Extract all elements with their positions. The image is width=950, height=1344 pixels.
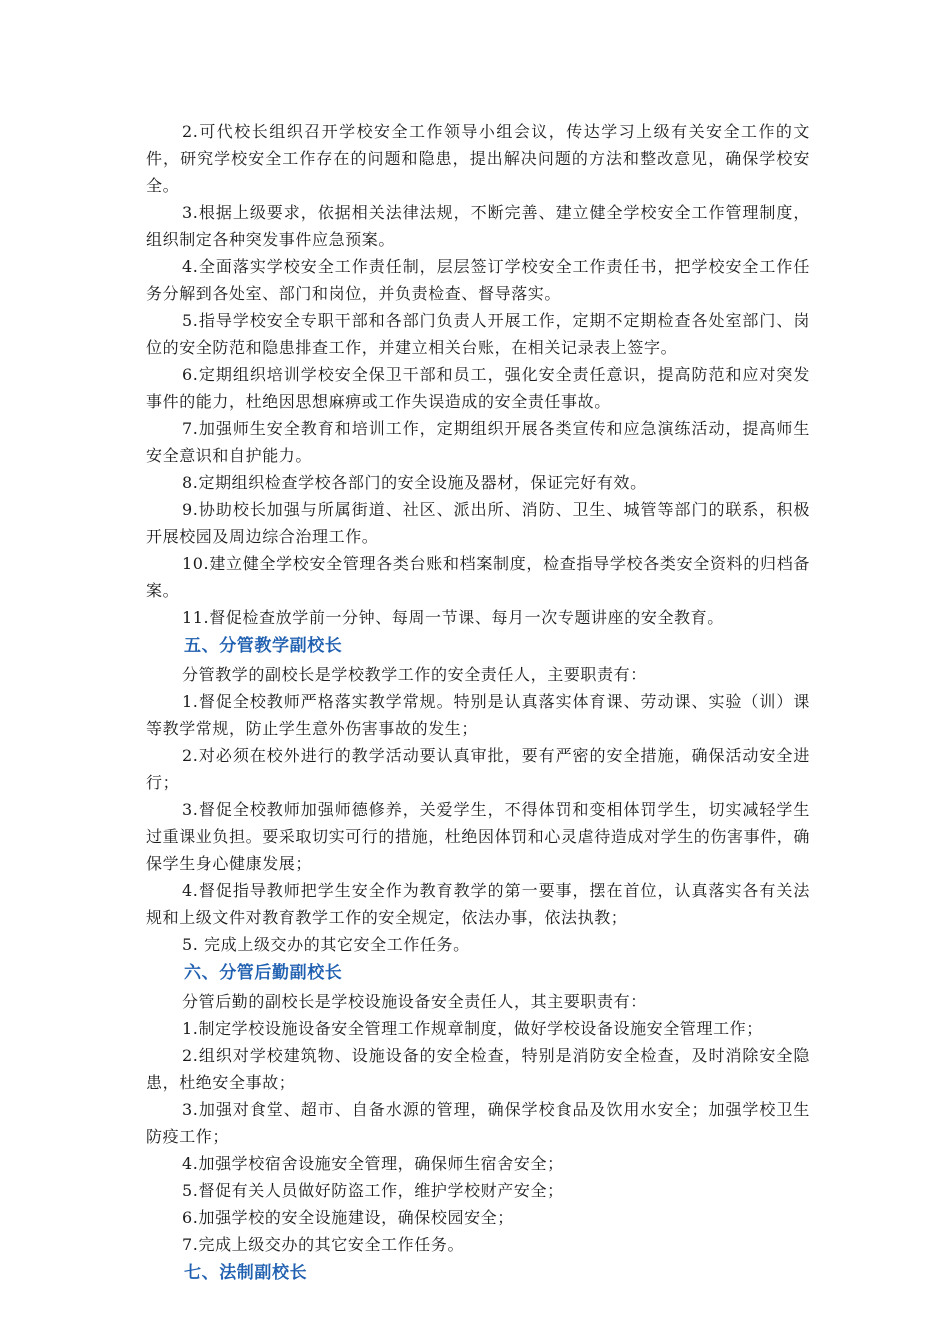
list-item: 2.可代校长组织召开学校安全工作领导小组会议，传达学习上级有关安全工作的文件，研究学校安全工作存在的问题和隐患，提出解决问题的方法和整改意见，确保学校安全。 (146, 122, 810, 195)
list-item: 6.定期组织培训学校安全保卫干部和员工，强化安全责任意识，提高防范和应对突发事件的能力，杜绝因思想麻痹或工作失误造成的安全责任事故。 (146, 365, 810, 411)
list-item: 5.督促有关人员做好防盗工作，维护学校财产安全； (182, 1181, 564, 1200)
section-heading-legal: 七、法制副校长 (184, 1263, 308, 1283)
list-item: 3.督促全校教师加强师德修养，关爱学生，不得体罚和变相体罚学生，切实减轻学生过重课业负担。要采取切实可行的措施，杜绝因体罚和心灵虐待造成对学生的伤害事件，确保学生身心健康发展； (146, 800, 811, 873)
list-item: 5.指导学校安全专职干部和各部门负责人开展工作，定期不定期检查各处室部门、岗位的安全防范和隐患排查工作，并建立相关台账，在相关记录表上签字。 (146, 311, 810, 357)
section-intro: 分管后勤的副校长是学校设施设备安全责任人，其主要职责有： (182, 992, 647, 1011)
list-item: 10.建立健全学校安全管理各类台账和档案制度，检查指导学校各类安全资料的归档备案。 (146, 554, 810, 600)
list-item: 8.定期组织检查学校各部门的安全设施及器材，保证完好有效。 (182, 473, 647, 492)
list-item: 11.督促检查放学前一分钟、每周一节课、每月一次专题讲座的安全教育。 (182, 608, 724, 627)
list-item: 3.加强对食堂、超市、自备水源的管理，确保学校食品及饮用水安全；加强学校卫生防疫工作； (146, 1100, 810, 1146)
section-intro: 分管教学的副校长是学校教学工作的安全责任人，主要职责有： (182, 665, 647, 684)
list-item: 1.督促全校教师严格落实教学常规。特别是认真落实体育课、劳动课、实验（训）课等教学常规，防止学生意外伤害事故的发生； (146, 692, 810, 738)
list-item: 2.组织对学校建筑物、设施设备的安全检查，特别是消防安全检查，及时消除安全隐患，杜绝安全事故； (146, 1046, 810, 1092)
section-heading-teaching: 五、分管教学副校长 (184, 636, 343, 656)
list-item: 6.加强学校的安全设施建设，确保校园安全； (182, 1208, 514, 1227)
list-item: 5. 完成上级交办的其它安全工作任务。 (182, 935, 470, 954)
document-body (146, 118, 810, 1288)
list-item: 4.督促指导教师把学生安全作为教育教学的第一要事，摆在首位，认真落实各有关法规和上级文件对教育教学工作的安全规定，依法办事，依法执教； (146, 881, 810, 927)
list-item: 4.加强学校宿舍设施安全管理，确保师生宿舍安全； (182, 1154, 564, 1173)
list-item: 9.协助校长加强与所属街道、社区、派出所、消防、卫生、城管等部门的联系，积极开展校园及周边综合治理工作。 (146, 500, 810, 546)
list-item: 7.加强师生安全教育和培训工作，定期组织开展各类宣传和应急演练活动，提高师生安全意识和自护能力。 (146, 419, 810, 465)
list-item: 1.制定学校设施设备安全管理工作规章制度，做好学校设备设施安全管理工作； (182, 1019, 763, 1038)
list-item: 4.全面落实学校安全工作责任制，层层签订学校安全工作责任书，把学校安全工作任务分解到各处室、部门和岗位，并负责检查、督导落实。 (146, 257, 810, 303)
section-heading-logistics: 六、分管后勤副校长 (184, 963, 343, 983)
list-item: 7.完成上级交办的其它安全工作任务。 (182, 1235, 465, 1254)
list-item: 2.对必须在校外进行的教学活动要认真审批，要有严密的安全措施，确保活动安全进行； (146, 746, 810, 792)
list-item: 3.根据上级要求，依据相关法律法规，不断完善、建立健全学校安全工作管理制度，组织制定各种突发事件应急预案。 (146, 203, 810, 249)
